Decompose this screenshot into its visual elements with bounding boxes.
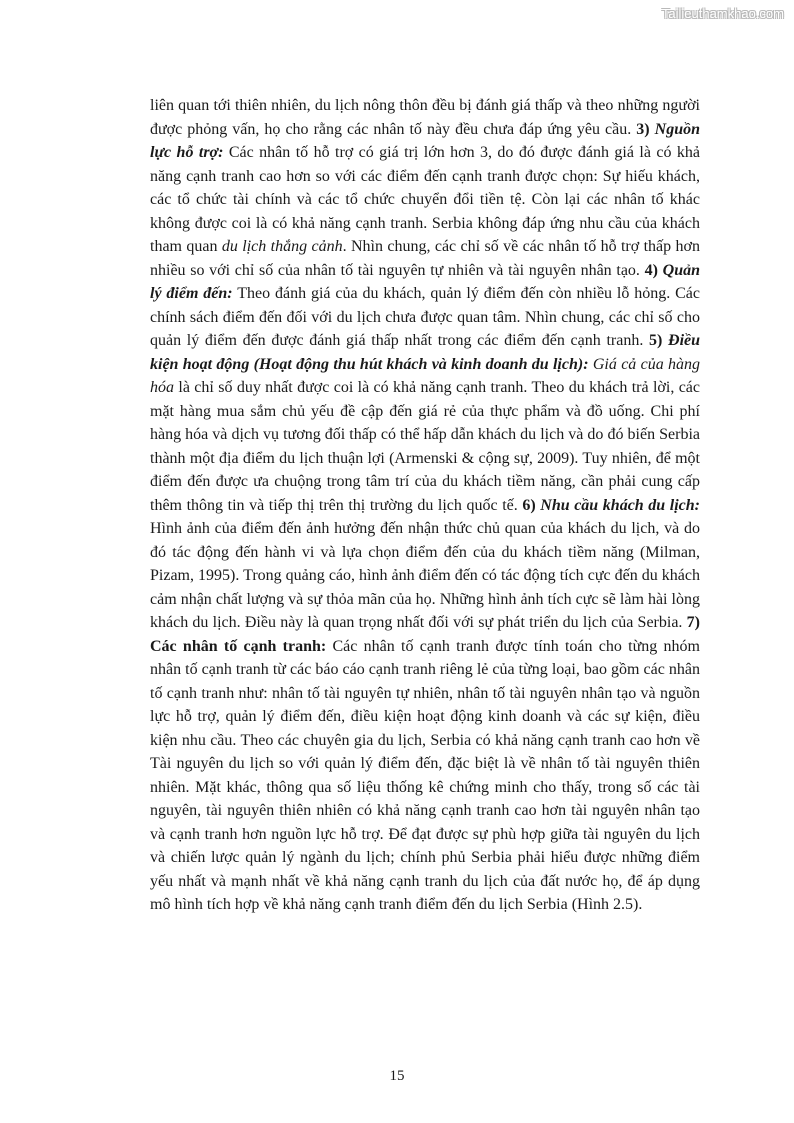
section-number-6: 6): [522, 496, 541, 514]
body-text: [150, 94, 700, 917]
italic-term-goods-price: Giá cả của hàng hóa: [150, 355, 701, 396]
heading-competitive-factors: 7) Các nhân tố cạnh tranh:: [150, 614, 700, 655]
page-number: 15: [389, 1068, 405, 1084]
heading-destination-management: Quản lý điểm đến:: [150, 261, 701, 302]
text-run: là chỉ số duy nhất được coi là có khả năng cạnh tranh. Theo du khách trả lời, các mặt hàng mua sắm chủ yếu đề cập đến giá rẻ của thực phẩm và đồ uống. Chi phí hàng hóa và dịch vụ tương đối thấp có thể hấp dẫn khách du lịch và do đó biến Serbia thành một địa điểm du lịch thuận lợi (Armenski & cộng sự, 2009). Tuy nhiên, để một điểm đến được ưa chuộng trong tâm trí của du khách tiềm năng, cần phải cung cấp thêm thông tin và tiếp thị trên thị trường du lịch quốc tế.: [150, 379, 700, 514]
section-number-4: 4): [644, 261, 663, 279]
watermark: Tailieuthamkhao.com: [661, 6, 784, 21]
section-number-5: 5): [649, 332, 669, 349]
text-run: . Nhìn chung, các chỉ số về các nhân tố hỗ trợ thấp hơn nhiều so với chỉ số của nhân tố tài nguyên tự nhiên và tài nguyên nhân tạo.: [150, 238, 700, 279]
heading-operating-conditions: Điều kiện hoạt động (Hoạt động thu hút khách và kinh doanh du lịch):: [150, 332, 701, 373]
text-run: Theo đánh giá của du khách, quản lý điểm đến còn nhiều lỗ hỏng. Các chính sách điểm đến đối với du lịch chưa được quan tâm. Nhìn chung, các chỉ số cho quản lý điểm đến được đánh giá thấp nhất trong các điểm đến cạnh tranh.: [150, 285, 700, 349]
text-run: Các nhân tố hỗ trợ có giá trị lớn hơn 3, do đó được đánh giá là có khả năng cạnh tranh cao hơn so với các điểm đến cạnh tranh được chọn: Sự hiếu khách, các tổ chức tài chính và các tổ chức chuyển đổi tiền tệ. Còn lại các nhân tố khác không được coi là có khả năng cạnh tranh. Serbia không đáp ứng nhu cầu của khách tham quan: [150, 144, 700, 255]
text-run: Hình ảnh của điểm đến ảnh hưởng đến nhận thức chủ quan của khách du lịch, và do đó tác động đến hành vi và lựa chọn điểm đến của du khách tiềm năng (Milman, Pizam, 1995). Trong quảng cáo, hình ảnh điểm đến có tác động tích cực đến du khách cảm nhận chất lượng và sự thỏa mãn của họ. Những hình ảnh tích cực sẽ làm hài lòng khách du lịch. Điều này là quan trọng nhất đối với sự phát triển du lịch của Serbia.: [150, 520, 700, 631]
paragraph: [150, 94, 700, 917]
section-number-3: 3): [636, 120, 655, 138]
heading-tourist-demand: Nhu cầu khách du lịch:: [540, 496, 701, 514]
text-run: liên quan tới thiên nhiên, du lịch nông thôn đều bị đánh giá thấp và theo những người được phỏng vấn, họ cho rằng các nhân tố này đều chưa đáp ứng yêu cầu.: [150, 97, 700, 138]
italic-term-scenic-tourism: du lịch thắng cảnh: [221, 238, 343, 255]
text-run: Các nhân tố cạnh tranh được tính toán cho từng nhóm nhân tố cạnh tranh từ các báo cáo cạnh tranh riêng lẻ của từng loại, bao gồm các nhân tố cạnh tranh như: nhân tố tài nguyên tự nhiên, nhân tố tài nguyên nhân tạo và nguồn lực hỗ trợ, quản lý điểm đến, điều kiện hoạt động kinh doanh và các sự kiện, điều kiện nhu cầu. Theo các chuyên gia du lịch, Serbia có khả năng cạnh tranh cao hơn về Tài nguyên du lịch so với quản lý điểm đến, đặc biệt là về nhân tố tài nguyên thiên nhiên. Mặt khác, thông qua số liệu thống kê chứng minh cho thấy, trong số các tài nguyên, tài nguyên thiên nhiên có khả năng cạnh tranh cao hơn tài nguyên nhân tạo và cạnh tranh hơn nguồn lực hỗ trợ. Để đạt được sự phù hợp giữa tài nguyên du lịch và chiến lược quản lý ngành du lịch; chính phủ Serbia phải hiểu được những điểm yếu nhất và mạnh nhất về khả năng cạnh tranh du lịch của đất nước họ, để áp dụng mô hình tích hợp về khả năng cạnh tranh điểm đến du lịch Serbia (Hình 2.5).: [150, 637, 700, 913]
heading-support-resources: Nguồn lực hỗ trợ:: [150, 120, 701, 161]
